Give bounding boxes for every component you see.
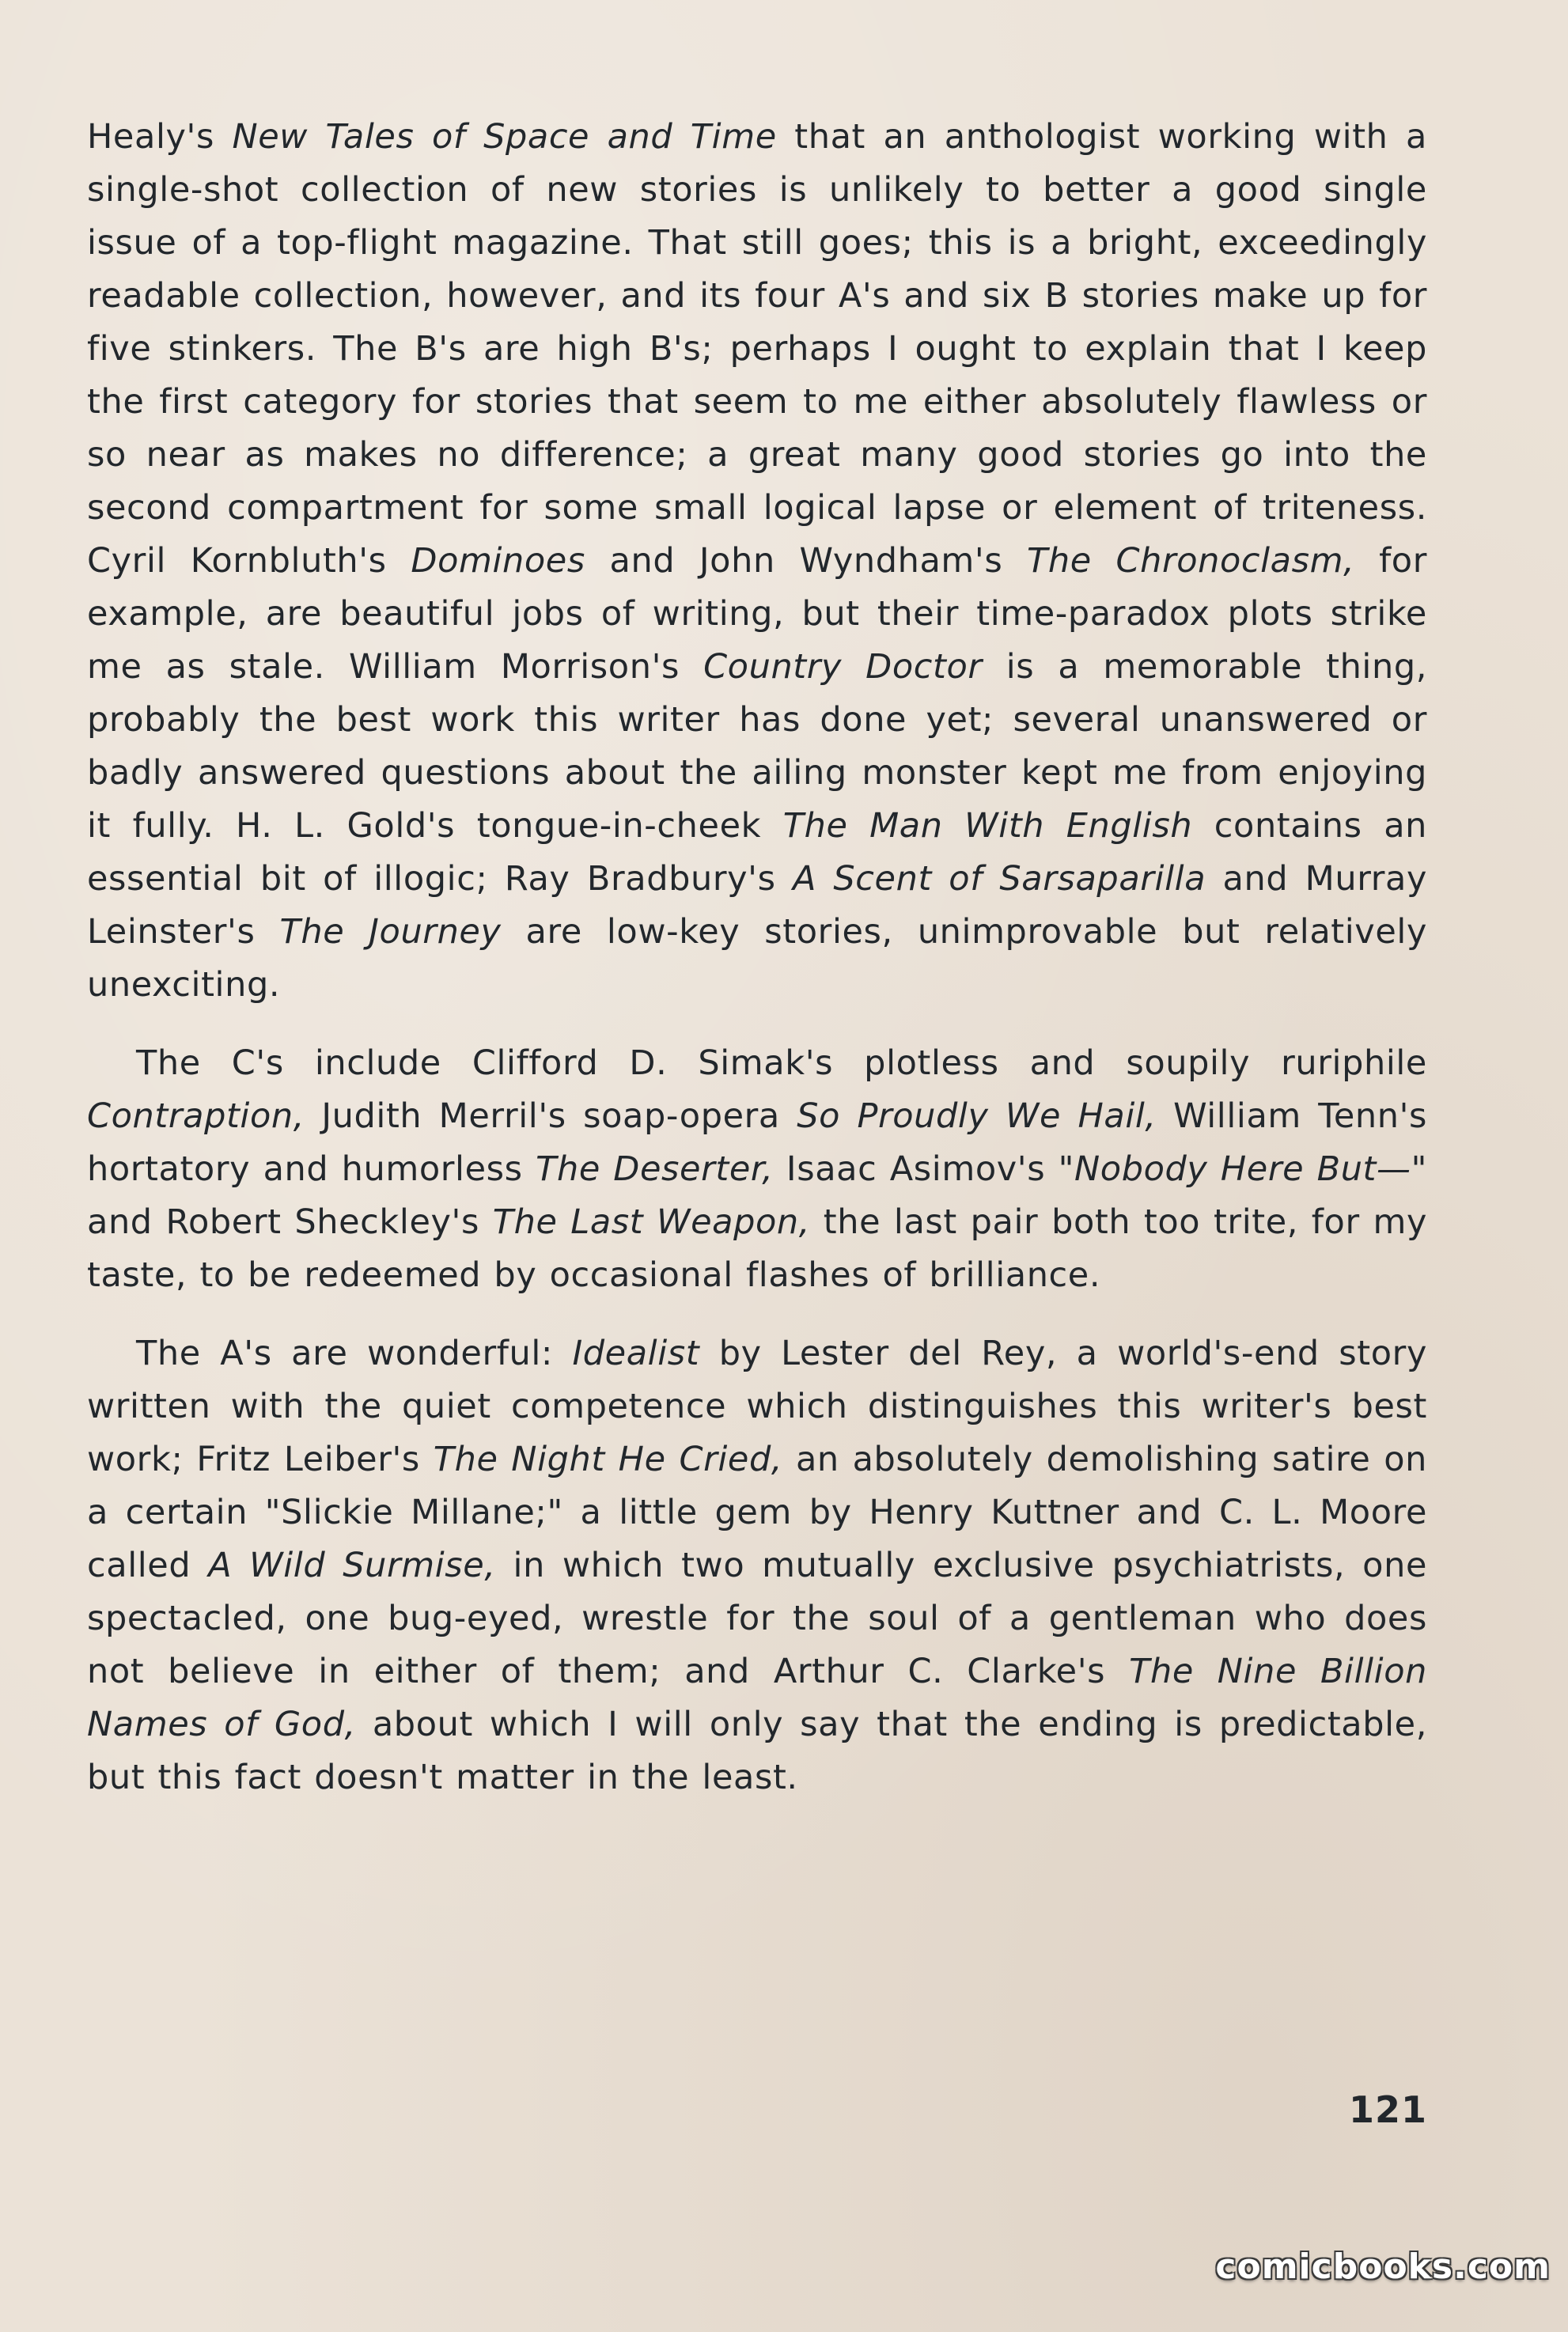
story-title: The Chronoclasm, (1027, 541, 1355, 581)
story-title: The Nine Billion Names of God, (87, 1652, 1427, 1744)
text-run: that an anthologist working with a single-shot collection of new stories is unlikely to better a good single issue of a top-flight magazine. That still goes; this is a bright, exceedingly readable collection, however, and its four A's and six B stories make up for five stinkers. The B's are high B's; perhaps I ought to explain that I keep the first category for stories that seem to me either absolutely flawless or so near as makes no difference; a great many good stories go into the second compartment for some small logical lapse or element of triteness. Cyril Kornbluth's (87, 117, 1427, 581)
text-run: William Tenn's hortatory and humorless (87, 1096, 1428, 1189)
story-title: Dominoes (411, 541, 585, 581)
text-run: Isaac Asimov's " (773, 1149, 1075, 1189)
text-run: is a memorable thing, probably the best work this writer has done yet; several unanswered or badly answered questions about the ailing monster kept me from enjoying it fully. H. L. Gold's tongue-in-cheek (87, 647, 1427, 846)
story-title: A Wild Surmise, (208, 1546, 496, 1585)
text-run: are low-key stories, unimprovable but relatively unexciting. (87, 912, 1427, 1005)
story-title: The Deserter, (536, 1149, 774, 1189)
story-title: The Journey (279, 912, 502, 952)
page-number: 121 (1348, 2088, 1427, 2131)
text-run: The C's include Clifford D. Simak's plotless and soupily ruriphile (136, 1043, 1427, 1083)
paragraph-2 (87, 1037, 1427, 1302)
text-run: " and Robert Sheckley's (87, 1149, 1427, 1242)
story-title: Country Doctor (703, 647, 983, 687)
text-run: contains an essential bit of illogic; Ray Bradbury's (87, 806, 1427, 899)
story-title: The Night He Cried, (433, 1440, 783, 1479)
text-run: Judith Merril's soap-opera (305, 1096, 797, 1136)
body-text (87, 111, 1427, 1804)
story-title: Nobody Here But— (1074, 1149, 1411, 1189)
story-title: Idealist (572, 1334, 700, 1373)
text-run: Healy's (87, 117, 233, 157)
text-run: an absolutely demolishing satire on a certain "Slickie Millane;" a little gem by Henry Kuttner and C. L. Moore called (87, 1440, 1427, 1585)
text-run: and John Wyndham's (585, 541, 1028, 581)
text-run: for example, are beautiful jobs of writing, but their time-paradox plots strike me as stale. William Morrison's (87, 541, 1427, 687)
text-run: in which two mutually exclusive psychiatrists, one spectacled, one bug-eyed, wrestle for the soul of a gentleman who does not believe in either of them; and Arthur C. Clarke's (87, 1546, 1427, 1691)
story-title: The Last Weapon, (492, 1202, 811, 1242)
text-run: and Murray Leinster's (87, 859, 1427, 952)
story-title: The Man With English (782, 806, 1193, 846)
paragraph-3 (87, 1327, 1427, 1804)
text-run: about which I will only say that the ending is predictable, but this fact doesn't matter in the least. (87, 1705, 1427, 1797)
story-title: So Proudly We Hail, (797, 1096, 1157, 1136)
text-run: by Lester del Rey, a world's-end story written with the quiet competence which distinguishes this writer's best work; Fritz Leiber's (87, 1334, 1427, 1479)
story-title: Contraption, (87, 1096, 305, 1136)
watermark-logo: comicbooks.com (1215, 2247, 1551, 2287)
text-run: the last pair both too trite, for my taste, to be redeemed by occasional flashes of brilliance. (87, 1202, 1428, 1295)
story-title: New Tales of Space and Time (232, 117, 777, 157)
text-run: The A's are wonderful: (136, 1334, 573, 1373)
paragraph-1 (87, 111, 1427, 1012)
story-title: A Scent of Sarsaparilla (792, 859, 1206, 899)
